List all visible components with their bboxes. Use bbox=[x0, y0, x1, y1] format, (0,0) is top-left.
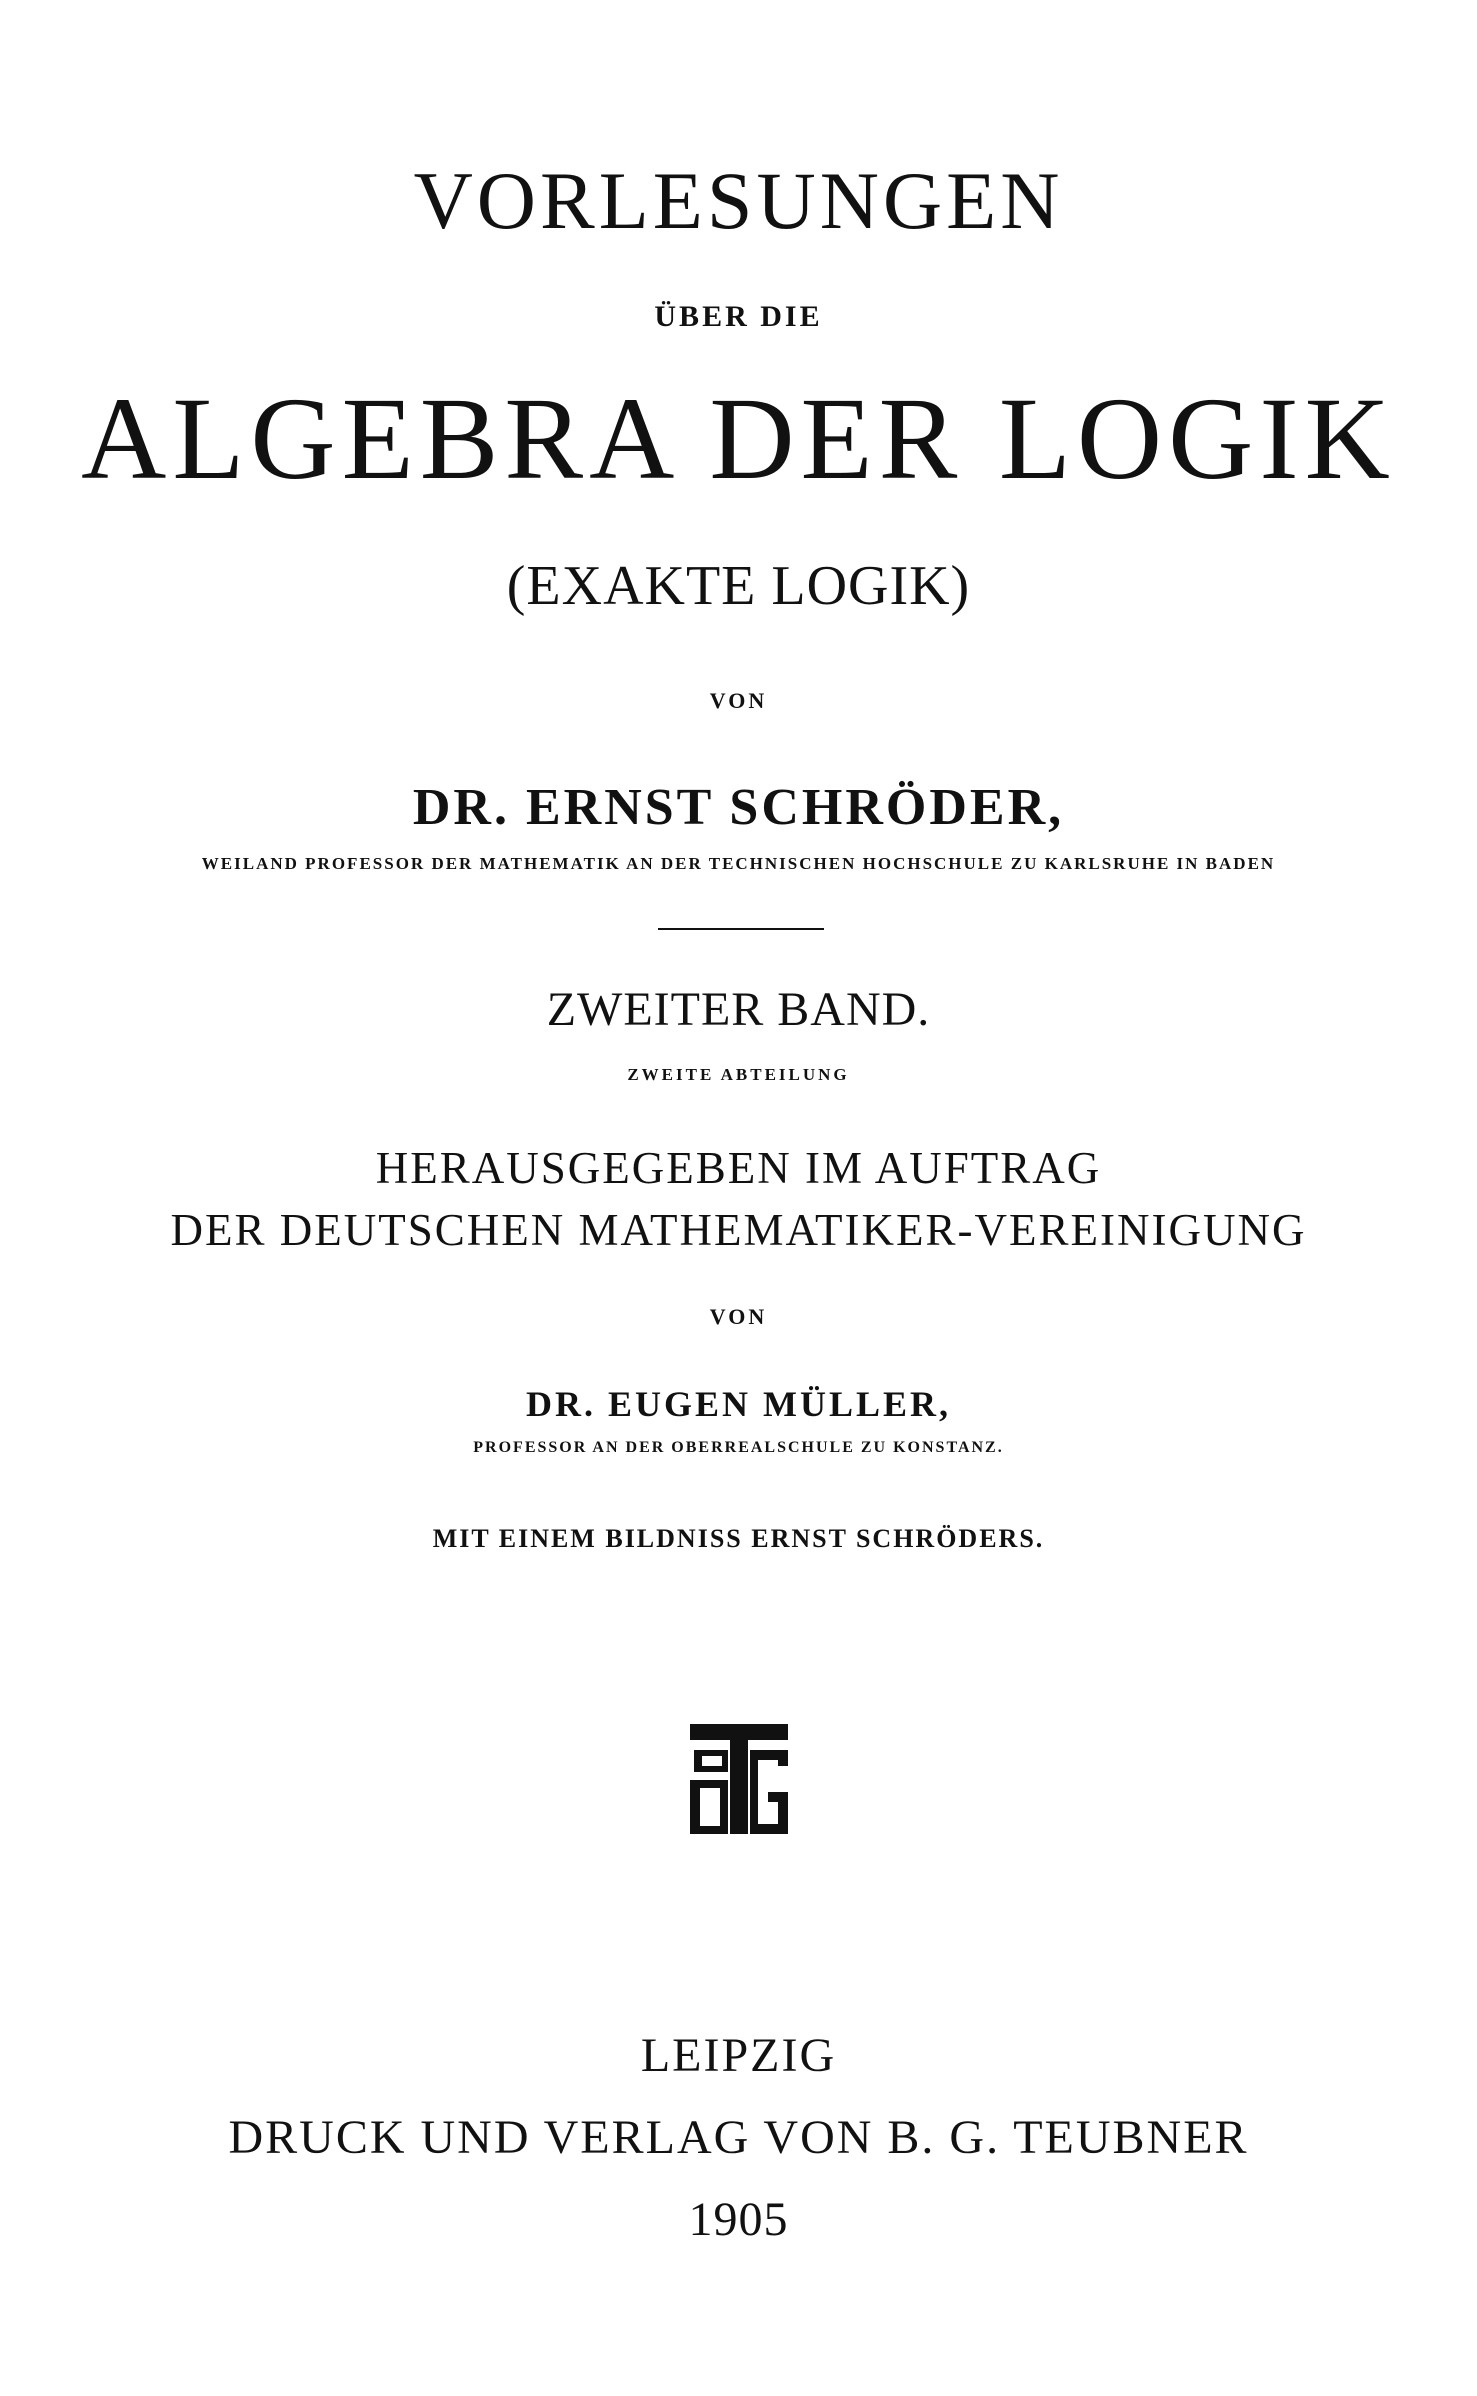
editorial-line-2: DER DEUTSCHEN MATHEMATIKER-VEREINIGUNG bbox=[170, 1205, 1307, 1255]
publication-year: 1905 bbox=[688, 2193, 789, 2246]
volume-label: ZWEITER BAND. bbox=[546, 983, 931, 1036]
editorial-line-1: HERAUSGEGEBEN IM AUFTRAG bbox=[375, 1143, 1102, 1193]
author-affiliation: WEILAND PROFESSOR DER MATHEMATIK AN DER TECHNISCHEN HOCHSCHULE ZU KARLSRUHE IN BADEN bbox=[201, 854, 1276, 873]
portrait-note: MIT EINEM BILDNISS ERNST SCHRÖDERS. bbox=[432, 1524, 1045, 1553]
main-title: VORLESUNGEN bbox=[413, 155, 1064, 246]
editor-affiliation: PROFESSOR AN DER OBERREALSCHULE ZU KONSTANZ. bbox=[473, 1439, 1004, 1456]
part-label: ZWEITE ABTEILUNG bbox=[627, 1065, 850, 1084]
divider-rule bbox=[658, 928, 824, 930]
editor-name: DR. EUGEN MÜLLER, bbox=[525, 1384, 952, 1424]
by-label: VON bbox=[709, 688, 768, 713]
publication-city: LEIPZIG bbox=[640, 2029, 837, 2082]
subject-title: ALGEBRA DER LOGIK bbox=[81, 373, 1396, 504]
subtitle: (EXAKTE LOGIK) bbox=[506, 555, 971, 617]
editor-by-label: VON bbox=[709, 1304, 768, 1329]
author-name: DR. ERNST SCHRÖDER, bbox=[412, 779, 1065, 836]
title-connector: ÜBER DIE bbox=[654, 300, 823, 333]
teubner-monogram-icon bbox=[688, 1722, 790, 1836]
publisher-line: DRUCK UND VERLAG VON B. G. TEUBNER bbox=[228, 2111, 1249, 2164]
